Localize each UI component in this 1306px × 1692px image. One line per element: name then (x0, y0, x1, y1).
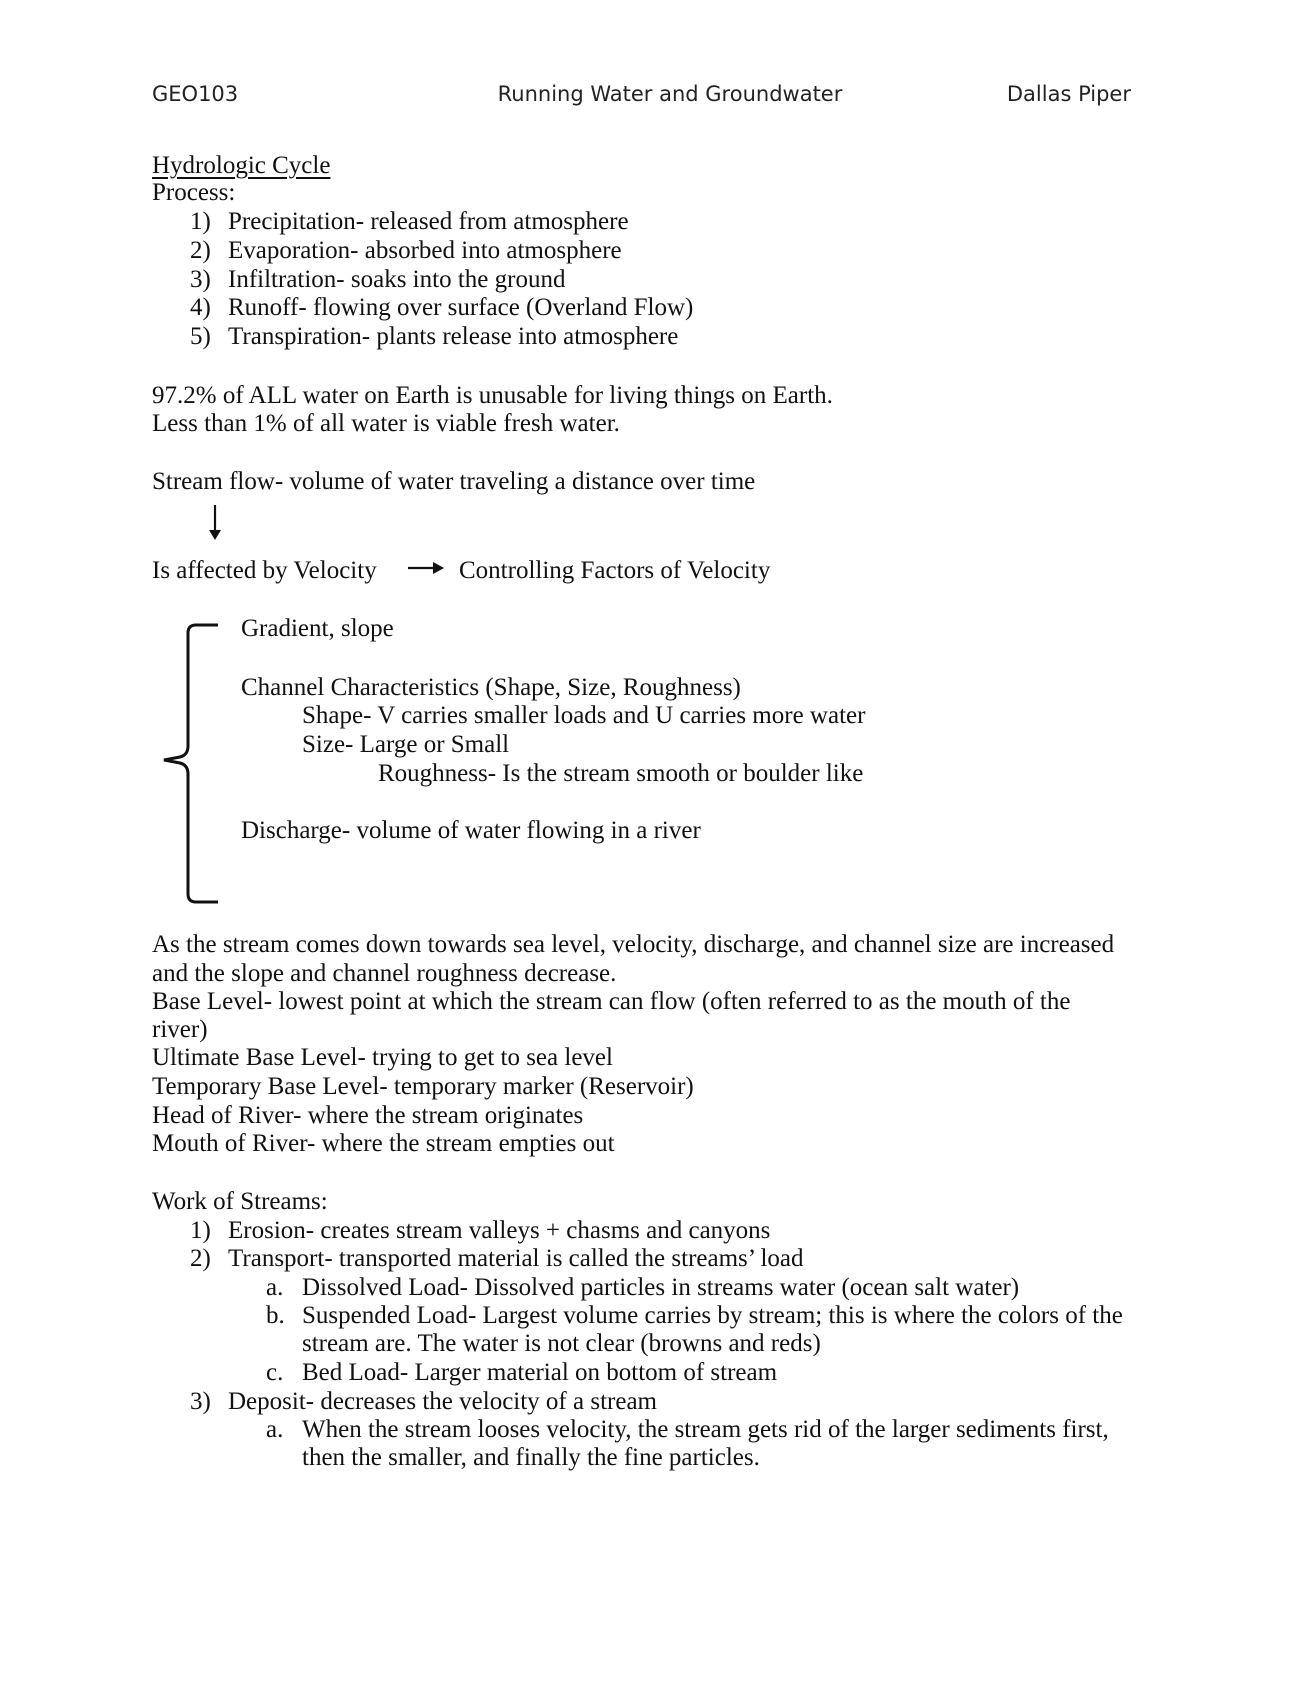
header-author: Dallas Piper (1006, 82, 1131, 106)
paragraph-line: As the stream comes down towards sea level, velocity, discharge, and channel size are increased (152, 931, 1115, 958)
sublist-letter: b. (266, 1302, 285, 1329)
factor-roughness: Roughness- Is the stream smooth or boulder like (378, 760, 864, 787)
list-item: Infiltration- soaks into the ground (228, 266, 566, 293)
factor-discharge: Discharge- volume of water flowing in a river (241, 817, 701, 844)
sublist-letter: a. (266, 1274, 284, 1301)
arrow-down-icon (205, 503, 225, 543)
affected-by-velocity: Is affected by Velocity (152, 557, 377, 584)
sublist-item: When the stream looses velocity, the stream gets rid of the larger sediments first, (302, 1416, 1109, 1443)
process-label: Process: (152, 179, 236, 206)
paragraph-line: river) (152, 1016, 208, 1043)
list-item: Evaporation- absorbed into atmosphere (228, 237, 622, 264)
arrow-right-icon (406, 559, 446, 579)
work-heading: Work of Streams: (152, 1188, 328, 1215)
list-number: 4) (190, 294, 211, 321)
paragraph-line: Base Level- lowest point at which the stream can flow (often referred to as the mouth of the (152, 988, 1071, 1015)
list-item: Deposit- decreases the velocity of a stream (228, 1388, 657, 1415)
curly-brace-icon (150, 618, 230, 918)
sublist-letter: c. (266, 1359, 284, 1386)
factor-channel: Channel Characteristics (Shape, Size, Roughness) (241, 674, 741, 701)
factor-size: Size- Large or Small (302, 731, 510, 758)
fact-line: Less than 1% of all water is viable fresh water. (152, 410, 620, 437)
list-item: Runoff- flowing over surface (Overland Flow) (228, 294, 694, 321)
list-item: Transpiration- plants release into atmosphere (228, 323, 679, 350)
sublist-item: Suspended Load- Largest volume carries by stream; this is where the colors of the (302, 1302, 1123, 1329)
fact-line: 97.2% of ALL water on Earth is unusable for living things on Earth. (152, 382, 833, 409)
sublist-item-continued: then the smaller, and finally the fine particles. (302, 1444, 760, 1471)
list-number: 1) (190, 1217, 211, 1244)
factor-shape: Shape- V carries smaller loads and U carries more water (302, 702, 866, 729)
sublist-item-continued: stream are. The water is not clear (browns and reds) (302, 1330, 821, 1357)
paragraph-line: and the slope and channel roughness decrease. (152, 960, 617, 987)
streamflow-definition: Stream flow- volume of water traveling a distance over time (152, 468, 756, 495)
list-number: 2) (190, 1245, 211, 1272)
list-item: Transport- transported material is called the streams’ load (228, 1245, 804, 1272)
sublist-item: Dissolved Load- Dissolved particles in streams water (ocean salt water) (302, 1274, 1020, 1301)
list-number: 1) (190, 208, 211, 235)
list-item: Erosion- creates stream valleys + chasms and canyons (228, 1217, 771, 1244)
sublist-item: Bed Load- Larger material on bottom of stream (302, 1359, 778, 1386)
definition-head: Head of River- where the stream originates (152, 1102, 584, 1129)
list-number: 3) (190, 1388, 211, 1415)
definition-temporary-base: Temporary Base Level- temporary marker (Reservoir) (152, 1073, 694, 1100)
factor-gradient: Gradient, slope (241, 615, 394, 642)
controlling-factors-title: Controlling Factors of Velocity (459, 557, 771, 584)
list-item: Precipitation- released from atmosphere (228, 208, 629, 235)
sublist-letter: a. (266, 1416, 284, 1443)
list-number: 3) (190, 266, 211, 293)
list-number: 2) (190, 237, 211, 264)
definition-mouth: Mouth of River- where the stream empties out (152, 1130, 615, 1157)
header-title: Running Water and Groundwater (497, 82, 843, 106)
header-course: GEO103 (152, 82, 239, 106)
hydrologic-heading: Hydrologic Cycle (152, 152, 331, 179)
definition-ultimate-base: Ultimate Base Level- trying to get to sea level (152, 1044, 613, 1071)
list-number: 5) (190, 323, 211, 350)
